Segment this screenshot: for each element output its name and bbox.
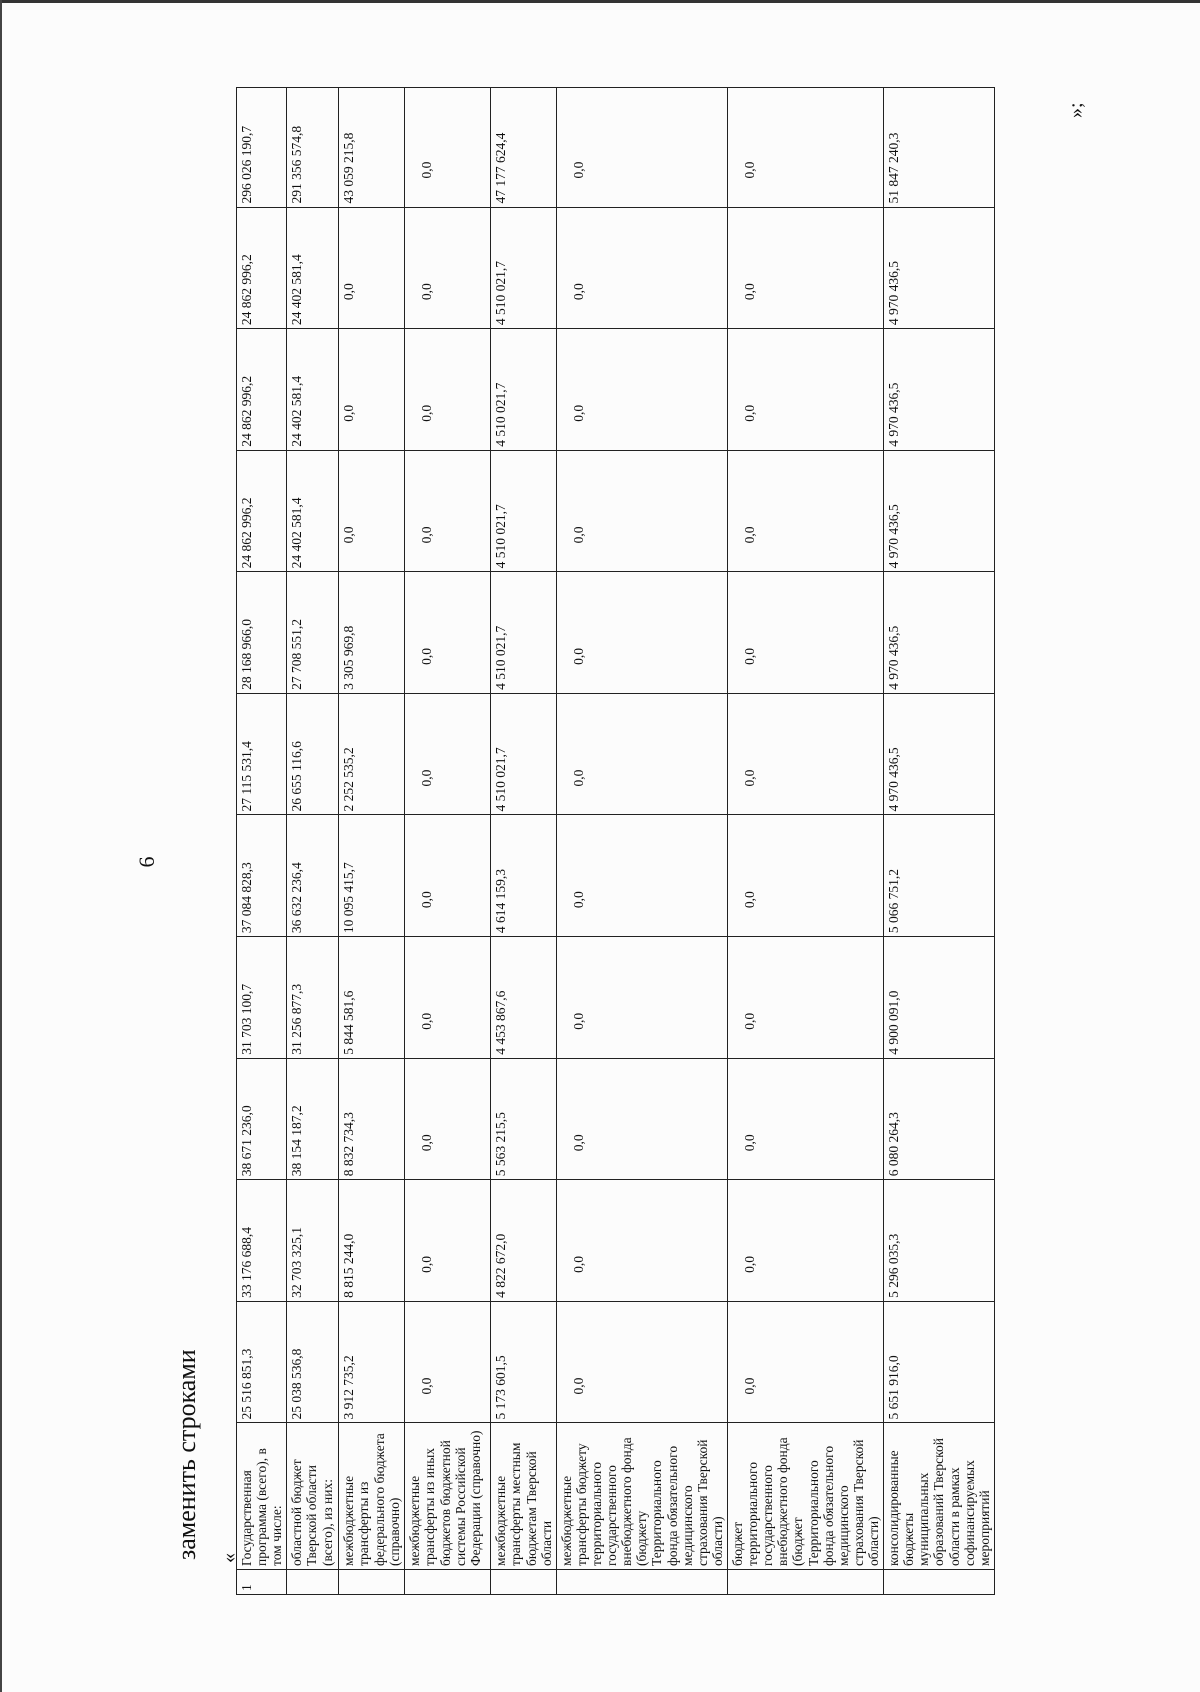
value-cell: 3 912 735,2 — [339, 1301, 405, 1423]
value-cell: 4 453 867,6 — [491, 937, 556, 1059]
value-cell: 5 066 751,2 — [884, 815, 995, 937]
value-cell: 0,0 — [727, 693, 883, 815]
value-cell: 0,0 — [556, 329, 727, 451]
value-cell: 0,0 — [556, 450, 727, 572]
value-cell: 28 168 966,0 — [237, 572, 287, 694]
value-cell: 2 252 535,2 — [339, 693, 405, 815]
value-cell: 0,0 — [556, 207, 727, 329]
value-cell: 0,0 — [727, 1180, 883, 1302]
value-cell: 4 822 672,0 — [491, 1180, 556, 1302]
budget-table — [236, 87, 995, 1595]
value-cell: 0,0 — [727, 329, 883, 451]
value-cell: 38 154 187,2 — [287, 1058, 339, 1180]
table-row — [405, 88, 491, 1595]
row-total-cell: 0,0 — [405, 88, 491, 208]
closing-quote: »; — [1065, 102, 1087, 118]
value-cell: 0,0 — [556, 572, 727, 694]
row-number-cell — [405, 1570, 491, 1595]
value-cell: 33 176 688,4 — [237, 1180, 287, 1302]
scan-edge-left — [0, 0, 2, 1692]
row-label-cell: межбюджетные трансферты местным бюджетам Тверской области — [491, 1423, 556, 1570]
row-label-cell: бюджет территориального государственного внебюджетного фонда (бюджет Территориального фонда обязательного медицинского страхования Тверской области) — [727, 1423, 883, 1570]
value-cell: 4 510 021,7 — [491, 207, 556, 329]
value-cell: 26 655 116,6 — [287, 693, 339, 815]
row-number-cell: 1 — [237, 1570, 287, 1595]
value-cell: 4 970 436,5 — [884, 450, 995, 572]
row-total-cell: 43 059 215,8 — [339, 88, 405, 208]
opening-quote: « — [218, 1553, 240, 1563]
value-cell: 4 510 021,7 — [491, 693, 556, 815]
value-cell: 27 708 551,2 — [287, 572, 339, 694]
section-heading: заменить строками — [172, 1349, 201, 1560]
value-cell: 4 900 091,0 — [884, 937, 995, 1059]
row-number-cell — [491, 1570, 556, 1595]
value-cell: 0,0 — [727, 1301, 883, 1423]
value-cell: 31 703 100,7 — [237, 937, 287, 1059]
value-cell: 0,0 — [556, 937, 727, 1059]
row-label-cell: межбюджетные трансферты из федерального бюджета (справочно) — [339, 1423, 405, 1570]
row-total-cell: 0,0 — [556, 88, 727, 208]
value-cell: 37 084 828,3 — [237, 815, 287, 937]
value-cell: 24 402 581,4 — [287, 450, 339, 572]
row-number-cell — [287, 1570, 339, 1595]
budget-table-container — [236, 87, 1070, 1595]
value-cell: 4 510 021,7 — [491, 572, 556, 694]
value-cell: 0,0 — [727, 207, 883, 329]
value-cell: 24 402 581,4 — [287, 207, 339, 329]
value-cell: 38 671 236,0 — [237, 1058, 287, 1180]
value-cell: 10 095 415,7 — [339, 815, 405, 937]
value-cell: 4 970 436,5 — [884, 207, 995, 329]
value-cell: 4 970 436,5 — [884, 693, 995, 815]
scan-edge-top — [0, 0, 1200, 3]
value-cell: 0,0 — [405, 937, 491, 1059]
value-cell: 8 815 244,0 — [339, 1180, 405, 1302]
table-row — [884, 88, 995, 1595]
value-cell: 27 115 531,4 — [237, 693, 287, 815]
value-cell: 4 510 021,7 — [491, 450, 556, 572]
row-label-cell: областной бюджет Тверской области (всего), из них: — [287, 1423, 339, 1570]
row-label-cell: межбюджетные трансферты бюджету территориального государственного внебюджетного фонда (бюджету Территориального фонда обязательного медицинского страхования Тверской области) — [556, 1423, 727, 1570]
table-row — [287, 88, 339, 1595]
row-total-cell: 291 356 574,8 — [287, 88, 339, 208]
value-cell: 24 402 581,4 — [287, 329, 339, 451]
row-label-cell: Государственная программа (всего), в том числе: — [237, 1423, 287, 1570]
table-row — [727, 88, 883, 1595]
value-cell: 0,0 — [405, 207, 491, 329]
value-cell: 25 516 851,3 — [237, 1301, 287, 1423]
value-cell: 0,0 — [556, 1058, 727, 1180]
value-cell: 0,0 — [556, 1301, 727, 1423]
value-cell: 0,0 — [556, 693, 727, 815]
value-cell: 0,0 — [727, 572, 883, 694]
row-total-cell: 0,0 — [727, 88, 883, 208]
value-cell: 25 038 536,8 — [287, 1301, 339, 1423]
value-cell: 4 970 436,5 — [884, 329, 995, 451]
value-cell: 5 563 215,5 — [491, 1058, 556, 1180]
value-cell: 0,0 — [405, 693, 491, 815]
value-cell: 0,0 — [405, 329, 491, 451]
value-cell: 0,0 — [727, 937, 883, 1059]
table-row — [491, 88, 556, 1595]
value-cell: 0,0 — [405, 450, 491, 572]
value-cell: 5 844 581,6 — [339, 937, 405, 1059]
value-cell: 4 614 159,3 — [491, 815, 556, 937]
value-cell: 0,0 — [727, 815, 883, 937]
value-cell: 36 632 236,4 — [287, 815, 339, 937]
value-cell: 24 862 996,2 — [237, 329, 287, 451]
value-cell: 24 862 996,2 — [237, 450, 287, 572]
value-cell: 0,0 — [405, 1058, 491, 1180]
table-body — [237, 88, 995, 1595]
value-cell: 0,0 — [727, 1058, 883, 1180]
value-cell: 0,0 — [339, 207, 405, 329]
value-cell: 24 862 996,2 — [237, 207, 287, 329]
value-cell: 5 651 916,0 — [884, 1301, 995, 1423]
value-cell: 5 296 035,3 — [884, 1180, 995, 1302]
table-row — [237, 88, 287, 1595]
row-label-cell: межбюджетные трансферты из иных бюджетов бюджетной системы Российской Федерации (справочно) — [405, 1423, 491, 1570]
row-number-cell — [727, 1570, 883, 1595]
value-cell: 0,0 — [405, 572, 491, 694]
row-total-cell: 296 026 190,7 — [237, 88, 287, 208]
value-cell: 0,0 — [339, 329, 405, 451]
value-cell: 0,0 — [339, 450, 405, 572]
value-cell: 0,0 — [405, 1301, 491, 1423]
value-cell: 31 256 877,3 — [287, 937, 339, 1059]
table-row — [556, 88, 727, 1595]
page-number: 6 — [134, 856, 159, 868]
value-cell: 0,0 — [405, 1180, 491, 1302]
value-cell: 6 080 264,3 — [884, 1058, 995, 1180]
row-number-cell — [556, 1570, 727, 1595]
table-row — [339, 88, 405, 1595]
value-cell: 4 510 021,7 — [491, 329, 556, 451]
value-cell: 0,0 — [556, 815, 727, 937]
value-cell: 4 970 436,5 — [884, 572, 995, 694]
value-cell: 8 832 734,3 — [339, 1058, 405, 1180]
value-cell: 5 173 601,5 — [491, 1301, 556, 1423]
value-cell: 3 305 969,8 — [339, 572, 405, 694]
value-cell: 0,0 — [405, 815, 491, 937]
value-cell: 0,0 — [727, 450, 883, 572]
row-number-cell — [884, 1570, 995, 1595]
row-total-cell: 47 177 624,4 — [491, 88, 556, 208]
row-total-cell: 51 847 240,3 — [884, 88, 995, 208]
row-number-cell — [339, 1570, 405, 1595]
value-cell: 32 703 325,1 — [287, 1180, 339, 1302]
value-cell: 0,0 — [556, 1180, 727, 1302]
row-label-cell: консолидированные бюджеты муниципальных образований Тверской области в рамках софинансируемых мероприятий — [884, 1423, 995, 1570]
